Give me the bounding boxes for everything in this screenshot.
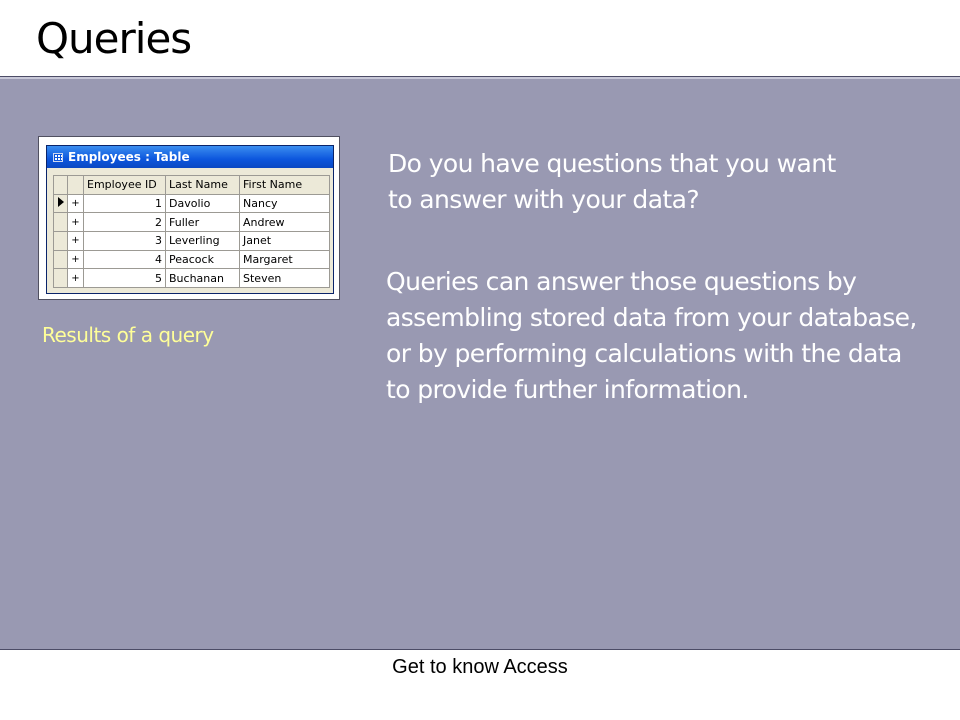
expand-icon[interactable]: + [68,194,84,213]
table-row[interactable] [54,194,330,213]
expand-icon[interactable]: + [68,231,84,250]
employee-id-cell[interactable]: 3 [84,231,166,250]
record-selector[interactable] [54,213,68,232]
last-name-cell[interactable]: Peacock [166,250,240,269]
table-row[interactable] [54,269,330,288]
select-all-cell[interactable] [54,176,68,195]
column-header-first-name[interactable]: First Name [240,176,330,195]
table-row[interactable] [54,231,330,250]
last-name-cell[interactable]: Fuller [166,213,240,232]
first-name-cell[interactable]: Andrew [240,213,330,232]
record-selector[interactable] [54,194,68,213]
last-name-cell[interactable]: Davolio [166,194,240,213]
expand-icon[interactable]: + [68,250,84,269]
employee-id-cell[interactable]: 1 [84,194,166,213]
employee-id-cell[interactable]: 5 [84,269,166,288]
header-row [54,176,330,195]
question-text: Do you have questions that you want to answer with your data? [388,149,836,214]
record-selector[interactable] [54,269,68,288]
expand-icon[interactable]: + [68,269,84,288]
last-name-cell[interactable]: Leverling [166,231,240,250]
column-header-last-name[interactable]: Last Name [166,176,240,195]
last-name-cell[interactable]: Buchanan [166,269,240,288]
table-icon [53,153,63,162]
first-name-cell[interactable]: Margaret [240,250,330,269]
first-name-cell[interactable]: Steven [240,269,330,288]
slide-title: Queries [36,14,192,63]
expand-header-cell [68,176,84,195]
first-name-cell[interactable]: Nancy [240,194,330,213]
table-window-title: Employees : Table [68,150,190,164]
current-record-icon [58,197,64,207]
column-header-employee-id[interactable]: Employee ID [84,176,166,195]
expand-icon[interactable]: + [68,213,84,232]
screenshot-caption: Results of a query [42,323,214,347]
employee-id-cell[interactable]: 2 [84,213,166,232]
answer-text: Queries can answer those questions by assembling stored data from your database, or by performing calculations with the data to provide further information. [386,267,917,404]
record-selector[interactable] [54,231,68,250]
first-name-cell[interactable]: Janet [240,231,330,250]
table-row[interactable] [54,250,330,269]
table-row[interactable] [54,213,330,232]
table-screenshot [38,136,340,300]
record-selector[interactable] [54,250,68,269]
slide-footer: Get to know Access [392,656,568,678]
table-window-titlebar [47,146,333,168]
access-table-window [46,145,334,294]
datasheet-grid [53,175,330,288]
employee-id-cell[interactable]: 4 [84,250,166,269]
